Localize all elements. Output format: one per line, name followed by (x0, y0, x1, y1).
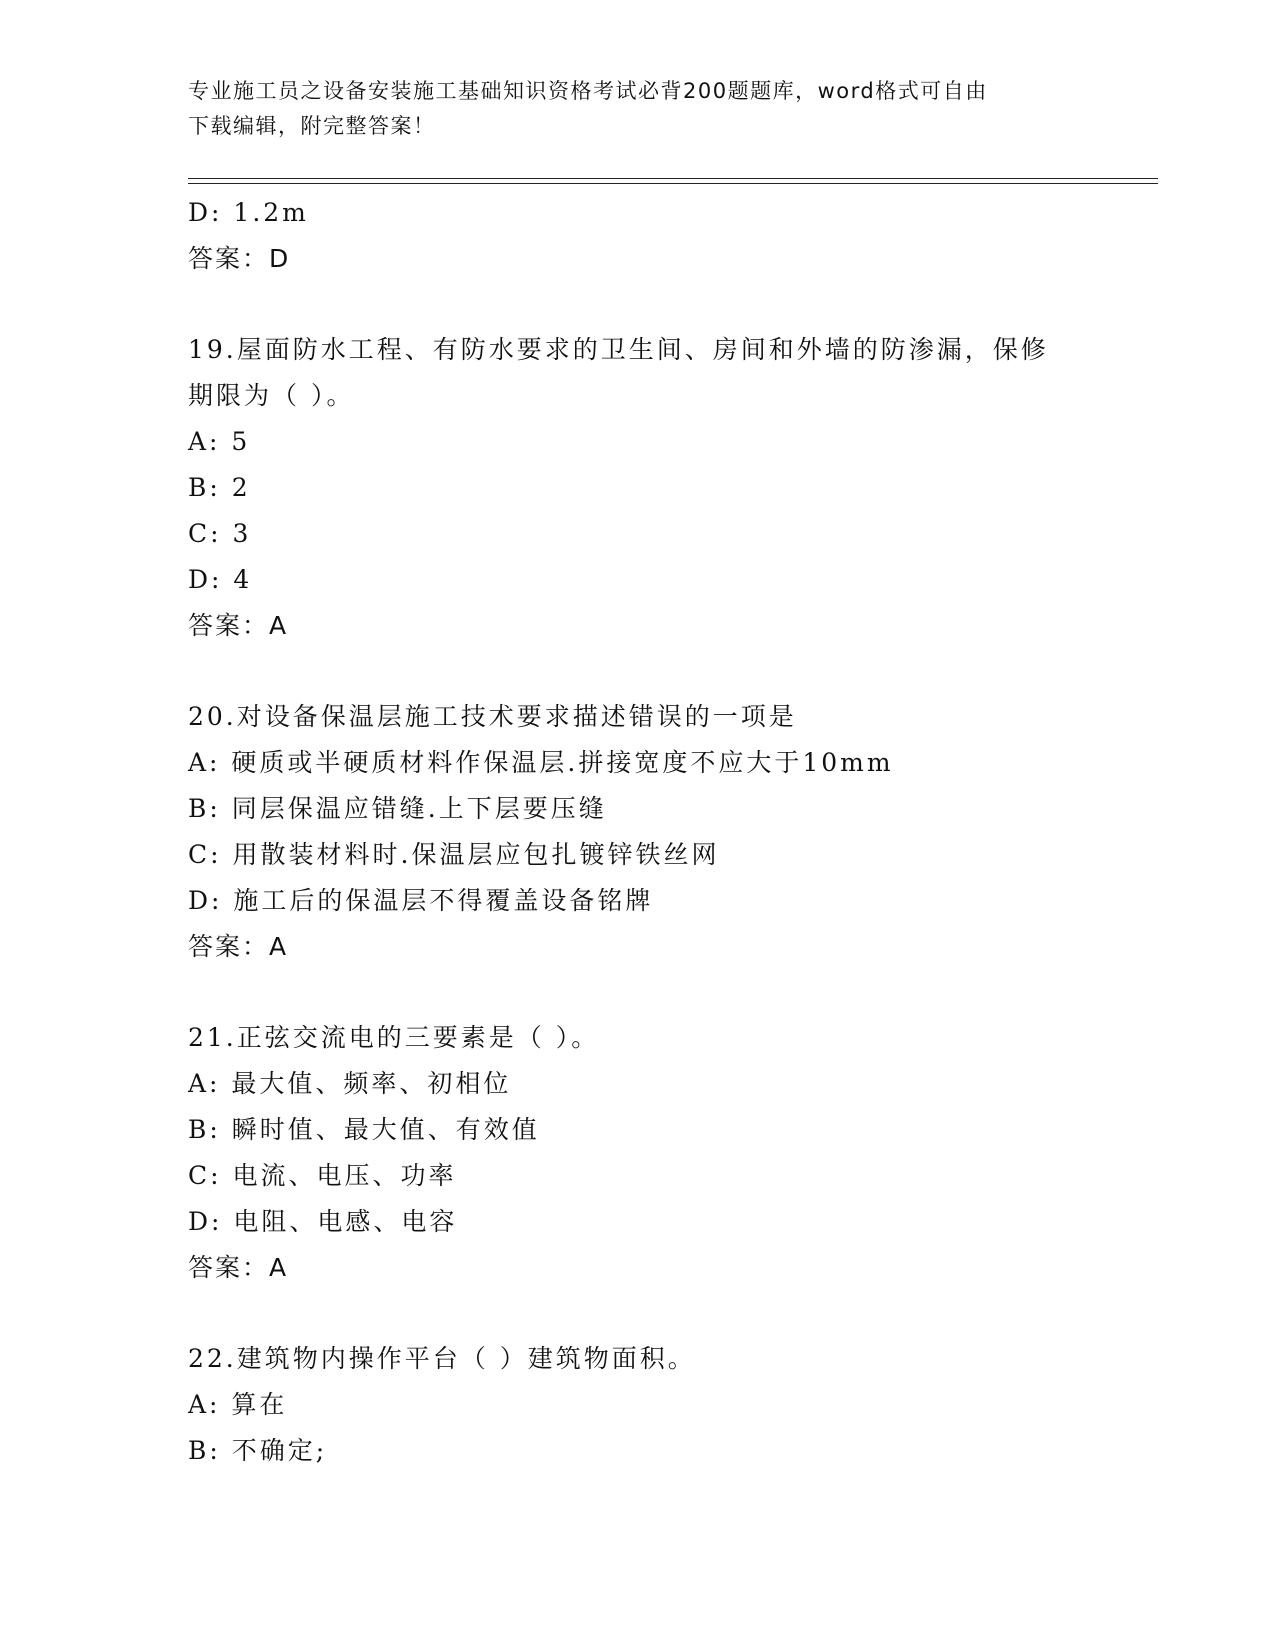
option-a: A: 硬质或半硬质材料作保温层.拼接宽度不应大于10mm (188, 748, 894, 777)
question-22 (188, 1336, 1088, 1474)
option-b: B: 同层保温应错缝.上下层要压缝 (188, 794, 607, 823)
question-stem: 19.屋面防水工程、有防水要求的卫生间、房间和外墙的防渗漏，保修 (188, 335, 1049, 364)
option-b: B: 瞬时值、最大值、有效值 (188, 1115, 540, 1144)
question-stem: 21.正弦交流电的三要素是（ ）。 (188, 1023, 600, 1052)
option-c: C: 电流、电压、功率 (188, 1161, 457, 1190)
option-a: A: 算在 (188, 1390, 288, 1419)
option-c: C: 用散装材料时.保温层应包扎镀锌铁丝网 (188, 840, 720, 869)
question-21 (188, 1015, 1088, 1291)
option-d: D: 电阻、电感、电容 (188, 1207, 458, 1236)
prev-option-d: D: 1.2m (188, 198, 309, 227)
option-c: C: 3 (188, 519, 252, 548)
answer: 答案：A (188, 932, 289, 961)
question-19 (188, 327, 1088, 649)
prev-answer: 答案：D (188, 244, 291, 273)
option-b: B: 2 (188, 473, 251, 502)
question-20 (188, 694, 1088, 970)
header-line-2: 下载编辑，附完整答案！ (188, 114, 436, 138)
answer: 答案：A (188, 611, 289, 640)
header-divider-bottom (188, 183, 1158, 184)
question-stem-cont: 期限为（ ）。 (188, 381, 355, 410)
header-divider-top (188, 178, 1158, 179)
header-line-1: 专业施工员之设备安装施工基础知识资格考试必背200题题库，word格式可自由 (188, 79, 988, 103)
option-a: A: 5 (188, 427, 251, 456)
option-d: D: 施工后的保温层不得覆盖设备铭牌 (188, 886, 654, 915)
question-list (188, 190, 1088, 1474)
document-header (188, 74, 1088, 144)
question-stem: 20.对设备保温层施工技术要求描述错误的一项是 (188, 702, 797, 731)
question-stem: 22.建筑物内操作平台（ ）建筑物面积。 (188, 1344, 696, 1373)
option-d: D: 4 (188, 565, 253, 594)
answer: 答案：A (188, 1253, 289, 1282)
option-a: A: 最大值、频率、初相位 (188, 1069, 512, 1098)
option-b: B: 不确定; (188, 1436, 328, 1465)
